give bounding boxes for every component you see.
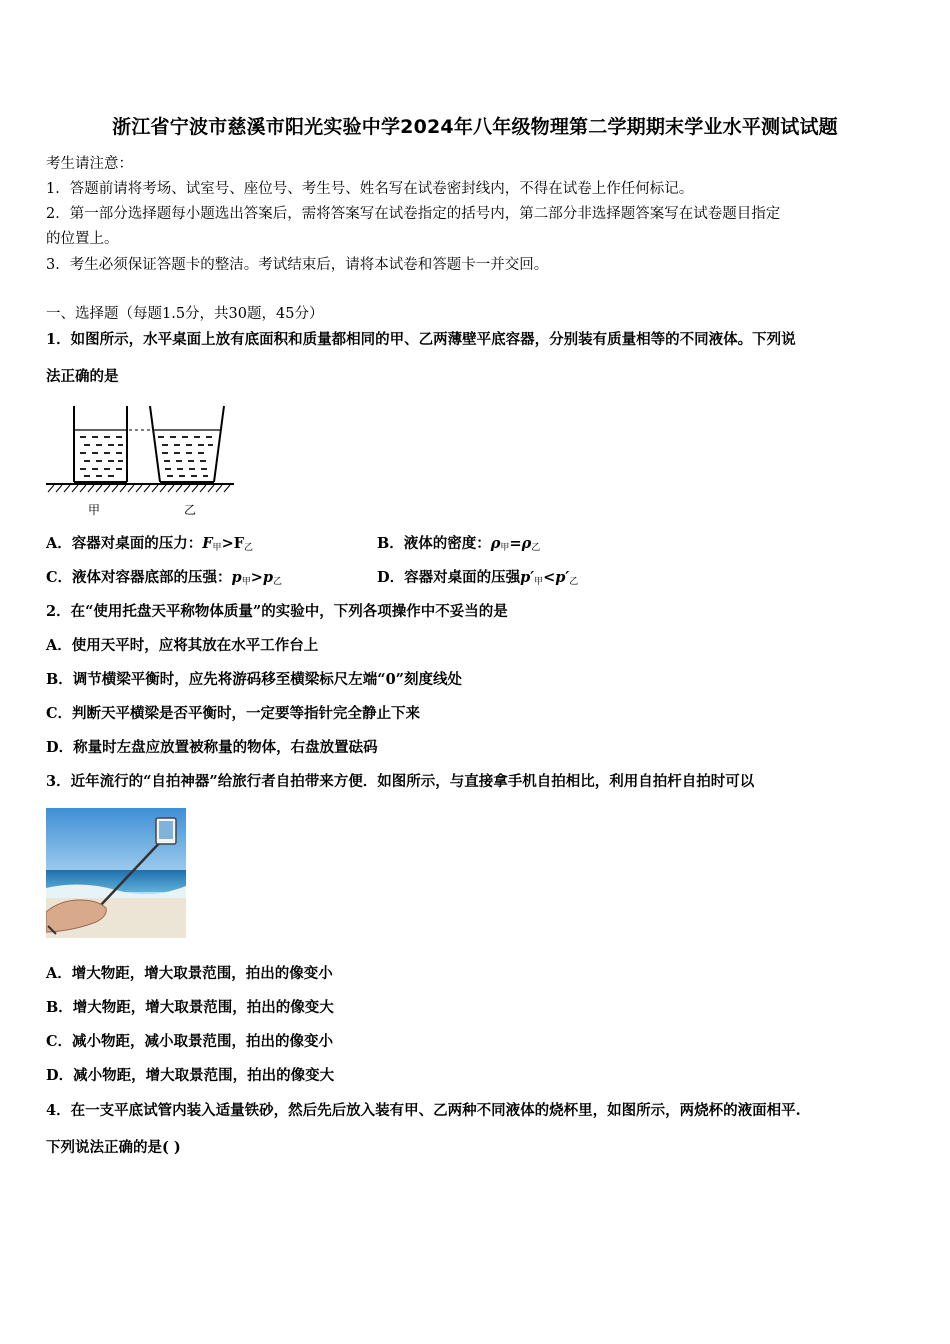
q3-option-b: B．增大物距，增大取景范围，拍出的像变大 [46,999,334,1016]
q3-stem: 3．近年流行的“自拍神器”给旅行者自拍带来方便．如图所示，与直接拿手机自拍相比，利用自拍杆自拍时可以 [46,773,755,790]
q4-stem-cont: 下列说法正确的是( ) [46,1139,181,1156]
q3-option-a: A．增大物距，增大取景范围，拍出的像变小 [46,965,333,982]
notice-item-1: 1．答题前请将考场、试室号、座位号、考生号、姓名写在试卷密封线内，不得在试卷上作任何标记。 [46,181,694,197]
notice-heading: 考生请注意： [46,156,133,172]
q2-option-c: C．判断天平横梁是否平衡时，一定要等指针完全静止下来 [46,705,421,722]
q1-containers-figure [44,402,238,520]
q3-option-c: C．减小物距，减小取景范围，拍出的像变小 [46,1033,334,1050]
label-yi: 乙 [184,503,197,517]
q1-option-d: D．容器对桌面的压强$p'_甲<p'_乙$ [377,569,579,587]
page-title: 浙江省宁波市慈溪市阳光实验中学2024年八年级物理第二学期期末学业水平测试试题 [112,116,838,138]
q2-option-d: D．称量时左盘应放置被称量的物体，右盘放置砝码 [46,739,378,756]
q3-selfie-stick-photo [46,808,186,938]
q1-option-a: A．容器对桌面的压力：$F_甲>F_乙$ [46,535,254,553]
q1-option-c: C．液体对容器底部的压强：$p_甲>p_乙$ [46,569,283,587]
section-heading: 一、选择题（每题1.5分，共30题，45分） [46,306,324,322]
q4-stem: 4．在一支平底试管内装入适量铁砂，然后先后放入装有甲、乙两种不同液体的烧杯里，如图所示，两烧杯的液面相平. [46,1102,801,1119]
q3-option-d: D．减小物距，增大取景范围，拍出的像变大 [46,1067,335,1084]
notice-item-3: 3．考生必须保证答题卡的整洁。考试结束后，请将本试卷和答题卡一并交回。 [46,257,549,273]
label-jia: 甲 [88,503,101,517]
q1-stem: 1．如图所示，水平桌面上放有底面积和质量都相同的甲、乙两薄壁平底容器，分别装有质量相等的不同液体。下列说 [46,331,796,348]
q2-stem: 2．在“使用托盘天平称物体质量”的实验中，下列各项操作中不妥当的是 [46,603,508,620]
q2-option-a: A．使用天平时，应将其放在水平工作台上 [46,637,319,654]
q1-stem-cont: 法正确的是 [46,368,119,385]
q2-option-b: B．调节横梁平衡时，应先将游码移至横梁标尺左端“0”刻度线处 [46,671,463,688]
q1-option-b: B．液体的密度：$\rho_甲=\rho_乙$ [377,535,541,553]
notice-item-2-cont: 的位置上。 [46,231,119,247]
notice-item-2: 2．第一部分选择题每小题选出答案后，需将答案写在试卷指定的括号内，第二部分非选择题答案写在试卷题目指定 [46,206,781,222]
